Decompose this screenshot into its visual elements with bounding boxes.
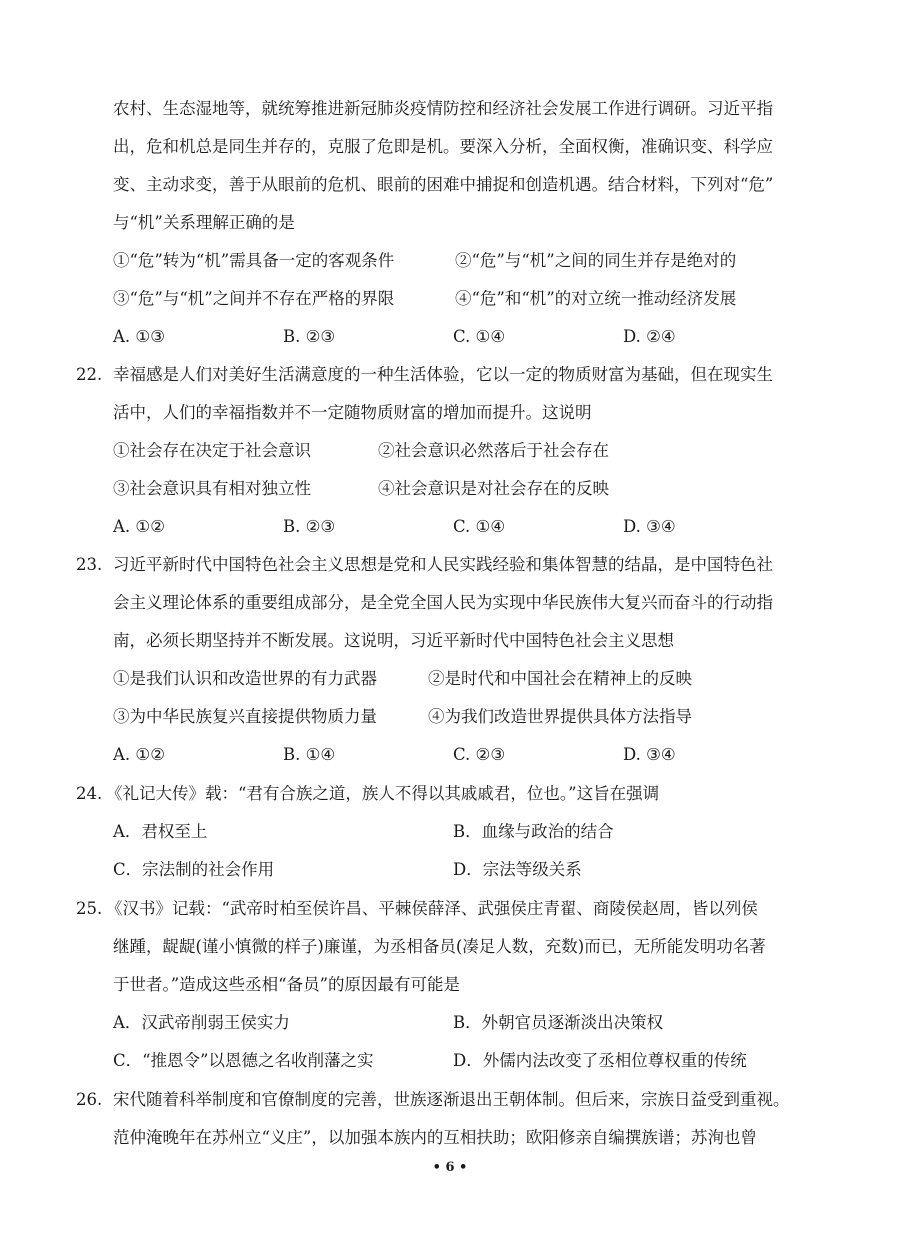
q22-line-1: 幸福感是人们对美好生活满意度的一种生活体验，它以一定的物质财富为基础，但在现实生: [113, 365, 773, 384]
q22-choice-a: A. ①②: [113, 517, 165, 536]
q21-statement-4: ④“危”和“机”的对立统一推动经济发展: [455, 289, 737, 308]
q25-line-3: 于世者。”造成这些丞相“备员”的原因最有可能是: [113, 975, 461, 994]
q23-statement-2: ②是时代和中国社会在精神上的反映: [428, 669, 692, 688]
q25-line-2: 继踵，龊龊(谨小慎微的样子)廉谨，为丞相备员(凑足人数，充数)而已，无所能发明功名著: [113, 937, 766, 956]
q22-choice-b: B. ②③: [283, 517, 336, 536]
q24-choice-b: B．血缘与政治的结合: [453, 822, 614, 841]
q22-statement-3: ③社会意识具有相对独立性: [113, 479, 311, 498]
q26-number: 26.: [76, 1090, 103, 1109]
q23-statement-4: ④为我们改造世界提供具体方法指导: [428, 707, 692, 726]
q22-number: 22.: [76, 365, 103, 384]
q24-choice-a: A．君权至上: [113, 822, 208, 841]
q21-line-3: 变、主动求变，善于从眼前的危机、眼前的困难中捕捉和创造机遇。结合材料，下列对“危”: [113, 175, 774, 194]
q23-statement-3: ③为中华民族复兴直接提供物质力量: [113, 707, 377, 726]
q24-number: 24.: [76, 784, 103, 803]
q23-line-1: 习近平新时代中国特色社会主义思想是党和人民实践经验和集体智慧的结晶，是中国特色社: [113, 555, 773, 574]
q21-statement-2: ②“危”与“机”之间的同生并存是绝对的: [455, 251, 737, 270]
q25-number: 25.: [76, 899, 103, 918]
q23-choice-b: B. ①④: [283, 745, 336, 764]
q21-statement-1: ①“危”转为“机”需具备一定的客观条件: [113, 251, 395, 270]
q22-line-2: 活中，人们的幸福指数并不一定随物质财富的增加而提升。这说明: [113, 403, 592, 422]
q24-choice-d: D．宗法等级关系: [453, 860, 582, 879]
q22-choice-c: C. ①④: [453, 517, 506, 536]
q26-line-1: 宋代随着科举制度和官僚制度的完善，世族逐渐退出王朝体制。但后来，宗族日益受到重视。: [113, 1090, 790, 1109]
q23-number: 23.: [76, 555, 103, 574]
q23-choice-a: A. ①②: [113, 745, 165, 764]
q26-line-2: 范仲淹晚年在苏州立“义庄”，以加强本族内的互相扶助；欧阳修亲自编撰族谱；苏洵也曾: [113, 1128, 757, 1147]
q23-choice-c: C. ②③: [453, 745, 506, 764]
q22-statement-2: ②社会意识必然落后于社会存在: [378, 441, 609, 460]
q24-line-1: 《礼记大传》载：“君有合族之道，族人不得以其戚戚君，位也。”这旨在强调: [106, 784, 660, 803]
q21-choice-d: D. ②④: [623, 327, 676, 346]
q25-choice-c: C．“推恩令”以恩德之名收削藩之实: [113, 1051, 374, 1070]
q21-choice-b: B. ②③: [283, 327, 336, 346]
q22-statement-4: ④社会意识是对社会存在的反映: [378, 479, 609, 498]
q25-choice-a: A．汉武帝削弱王侯实力: [113, 1013, 290, 1032]
q21-line-1: 农村、生态湿地等，就统筹推进新冠肺炎疫情防控和经济社会发展工作进行调研。习近平指: [113, 99, 773, 118]
q22-statement-1: ①社会存在决定于社会意识: [113, 441, 311, 460]
q21-choice-a: A. ①③: [113, 327, 165, 346]
q25-choice-b: B．外朝官员逐渐淡出决策权: [453, 1013, 664, 1032]
q21-statement-3: ③“危”与“机”之间并不存在严格的界限: [113, 289, 395, 308]
q23-line-3: 南，必须长期坚持并不断发展。这说明，习近平新时代中国特色社会主义思想: [113, 631, 674, 650]
q23-statement-1: ①是我们认识和改造世界的有力武器: [113, 669, 377, 688]
q25-choice-d: D．外儒内法改变了丞相位尊权重的传统: [453, 1051, 747, 1070]
q21-line-4: 与“机”关系理解正确的是: [113, 213, 295, 232]
q22-choice-d: D. ③④: [623, 517, 676, 536]
page-number: • 6 •: [432, 1160, 468, 1175]
q21-choice-c: C. ①④: [453, 327, 506, 346]
q23-line-2: 会主义理论体系的重要组成部分，是全党全国人民为实现中华民族伟大复兴而奋斗的行动指: [113, 593, 773, 612]
q21-line-2: 出，危和机总是同生并存的，克服了危即是机。要深入分析，全面权衡，准确识变、科学应: [113, 137, 773, 156]
q24-choice-c: C．宗法制的社会作用: [113, 860, 275, 879]
q23-choice-d: D. ③④: [623, 745, 676, 764]
q25-line-1: 《汉书》记载：“武帝时柏至侯许昌、平棘侯薛泽、武强侯庄青翟、商陵侯赵周，皆以列侯: [106, 899, 758, 918]
